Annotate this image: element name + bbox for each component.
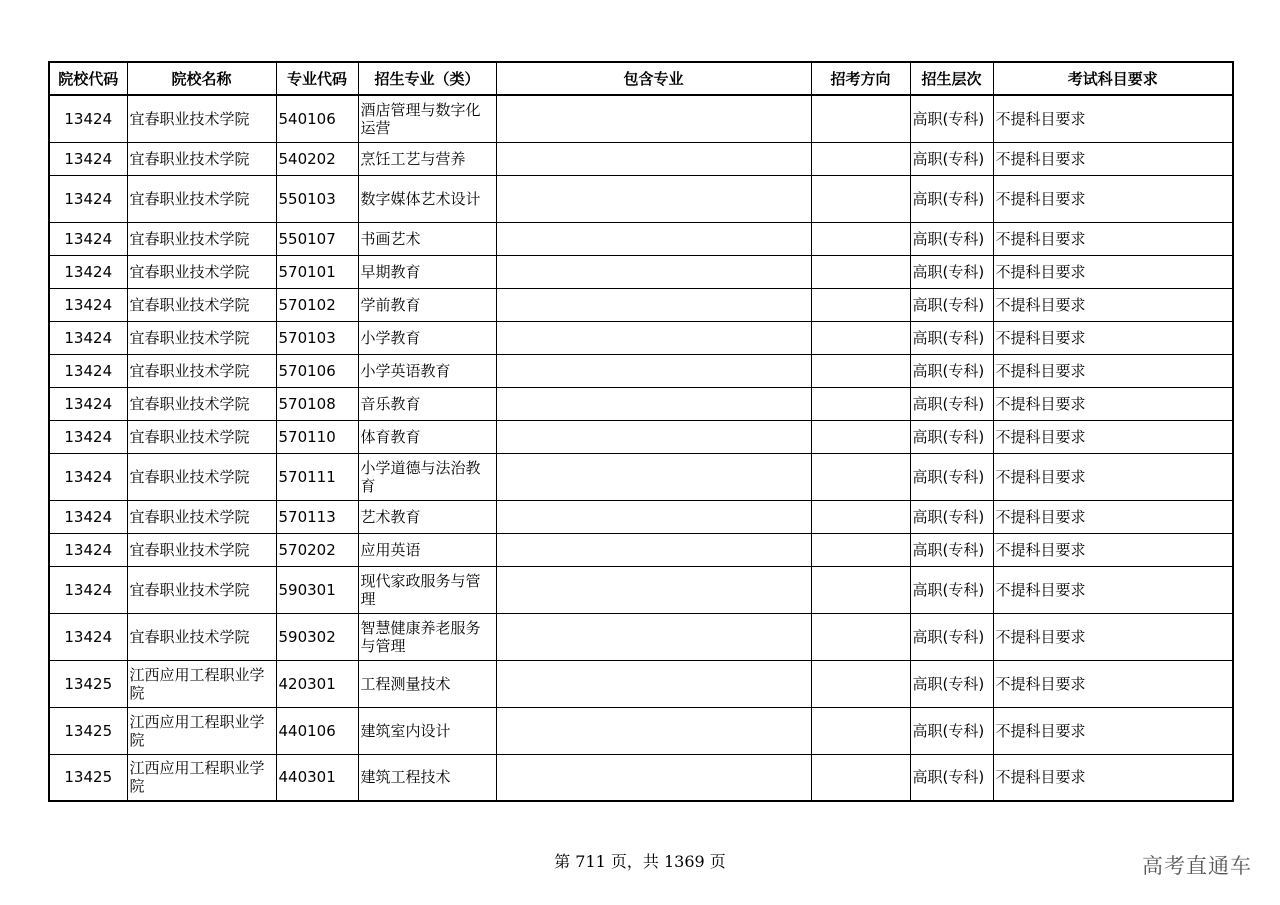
direction-cell xyxy=(811,321,910,354)
header-level: 招生层次 xyxy=(910,62,993,95)
requirement-cell: 不提科目要求 xyxy=(993,255,1233,288)
level-cell: 高职(专科) xyxy=(910,255,993,288)
included-cell xyxy=(496,354,811,387)
school-code-cell: 13425 xyxy=(49,707,127,754)
watermark: 高考直通车 xyxy=(1142,854,1252,878)
school-code-cell: 13424 xyxy=(49,420,127,453)
table-row xyxy=(49,222,1233,255)
table-row xyxy=(49,420,1233,453)
level-cell: 高职(专科) xyxy=(910,533,993,566)
school-name-cell: 宜春职业技术学院 xyxy=(127,142,276,175)
school-code-cell: 13424 xyxy=(49,95,127,142)
included-cell xyxy=(496,533,811,566)
school-code-cell: 13424 xyxy=(49,175,127,222)
included-cell xyxy=(496,754,811,801)
school-name-cell: 宜春职业技术学院 xyxy=(127,420,276,453)
major-cell: 现代家政服务与管理 xyxy=(358,566,496,613)
major-cell: 工程测量技术 xyxy=(358,660,496,707)
direction-cell xyxy=(811,255,910,288)
requirement-cell: 不提科目要求 xyxy=(993,500,1233,533)
school-name-cell: 宜春职业技术学院 xyxy=(127,387,276,420)
requirement-cell: 不提科目要求 xyxy=(993,453,1233,500)
requirement-cell: 不提科目要求 xyxy=(993,142,1233,175)
direction-cell xyxy=(811,707,910,754)
level-cell: 高职(专科) xyxy=(910,453,993,500)
direction-cell xyxy=(811,354,910,387)
major-cell: 烹饪工艺与营养 xyxy=(358,142,496,175)
school-code-cell: 13424 xyxy=(49,142,127,175)
included-cell xyxy=(496,288,811,321)
major-cell: 智慧健康养老服务与管理 xyxy=(358,613,496,660)
requirement-cell: 不提科目要求 xyxy=(993,95,1233,142)
table-row xyxy=(49,754,1233,801)
requirement-cell: 不提科目要求 xyxy=(993,321,1233,354)
header-requirement: 考试科目要求 xyxy=(993,62,1233,95)
direction-cell xyxy=(811,754,910,801)
header-major-code: 专业代码 xyxy=(276,62,358,95)
included-cell xyxy=(496,321,811,354)
requirement-cell: 不提科目要求 xyxy=(993,420,1233,453)
major-cell: 小学道德与法治教育 xyxy=(358,453,496,500)
school-name-cell: 江西应用工程职业学院 xyxy=(127,754,276,801)
included-cell xyxy=(496,707,811,754)
direction-cell xyxy=(811,288,910,321)
level-cell: 高职(专科) xyxy=(910,288,993,321)
school-code-cell: 13424 xyxy=(49,613,127,660)
level-cell: 高职(专科) xyxy=(910,754,993,801)
major-cell: 建筑工程技术 xyxy=(358,754,496,801)
major-code-cell: 540106 xyxy=(276,95,358,142)
level-cell: 高职(专科) xyxy=(910,707,993,754)
major-code-cell: 570101 xyxy=(276,255,358,288)
requirement-cell: 不提科目要求 xyxy=(993,222,1233,255)
table-row xyxy=(49,533,1233,566)
included-cell xyxy=(496,387,811,420)
requirement-cell: 不提科目要求 xyxy=(993,707,1233,754)
major-code-cell: 570103 xyxy=(276,321,358,354)
table-row xyxy=(49,175,1233,222)
direction-cell xyxy=(811,95,910,142)
major-cell: 体育教育 xyxy=(358,420,496,453)
direction-cell xyxy=(811,142,910,175)
school-code-cell: 13425 xyxy=(49,754,127,801)
major-cell: 小学英语教育 xyxy=(358,354,496,387)
requirement-cell: 不提科目要求 xyxy=(993,660,1233,707)
level-cell: 高职(专科) xyxy=(910,175,993,222)
major-code-cell: 570113 xyxy=(276,500,358,533)
page-number: 第 711 页，共 1369 页 xyxy=(554,852,726,871)
header-included: 包含专业 xyxy=(496,62,811,95)
major-code-cell: 590301 xyxy=(276,566,358,613)
level-cell: 高职(专科) xyxy=(910,222,993,255)
major-cell: 酒店管理与数字化运营 xyxy=(358,95,496,142)
school-code-cell: 13424 xyxy=(49,566,127,613)
requirement-cell: 不提科目要求 xyxy=(993,613,1233,660)
major-cell: 小学教育 xyxy=(358,321,496,354)
included-cell xyxy=(496,142,811,175)
school-code-cell: 13424 xyxy=(49,453,127,500)
major-code-cell: 590302 xyxy=(276,613,358,660)
included-cell xyxy=(496,255,811,288)
school-name-cell: 宜春职业技术学院 xyxy=(127,613,276,660)
major-code-cell: 550103 xyxy=(276,175,358,222)
school-name-cell: 宜春职业技术学院 xyxy=(127,222,276,255)
table-row xyxy=(49,566,1233,613)
major-cell: 应用英语 xyxy=(358,533,496,566)
school-name-cell: 宜春职业技术学院 xyxy=(127,95,276,142)
level-cell: 高职(专科) xyxy=(910,354,993,387)
direction-cell xyxy=(811,660,910,707)
included-cell xyxy=(496,175,811,222)
major-code-cell: 420301 xyxy=(276,660,358,707)
major-code-cell: 550107 xyxy=(276,222,358,255)
school-name-cell: 宜春职业技术学院 xyxy=(127,500,276,533)
school-name-cell: 宜春职业技术学院 xyxy=(127,255,276,288)
table-row xyxy=(49,707,1233,754)
included-cell xyxy=(496,566,811,613)
major-cell: 早期教育 xyxy=(358,255,496,288)
level-cell: 高职(专科) xyxy=(910,387,993,420)
requirement-cell: 不提科目要求 xyxy=(993,533,1233,566)
major-code-cell: 570108 xyxy=(276,387,358,420)
major-code-cell: 570102 xyxy=(276,288,358,321)
major-code-cell: 570202 xyxy=(276,533,358,566)
included-cell xyxy=(496,453,811,500)
school-name-cell: 江西应用工程职业学院 xyxy=(127,660,276,707)
school-name-cell: 宜春职业技术学院 xyxy=(127,354,276,387)
school-name-cell: 宜春职业技术学院 xyxy=(127,566,276,613)
major-code-cell: 570111 xyxy=(276,453,358,500)
table-row xyxy=(49,354,1233,387)
level-cell: 高职(专科) xyxy=(910,566,993,613)
table-row xyxy=(49,453,1233,500)
table-row xyxy=(49,660,1233,707)
requirement-cell: 不提科目要求 xyxy=(993,754,1233,801)
header-school-name: 院校名称 xyxy=(127,62,276,95)
direction-cell xyxy=(811,453,910,500)
school-code-cell: 13424 xyxy=(49,222,127,255)
level-cell: 高职(专科) xyxy=(910,660,993,707)
major-code-cell: 570106 xyxy=(276,354,358,387)
major-code-cell: 440301 xyxy=(276,754,358,801)
school-code-cell: 13424 xyxy=(49,533,127,566)
school-name-cell: 宜春职业技术学院 xyxy=(127,321,276,354)
table-row xyxy=(49,500,1233,533)
requirement-cell: 不提科目要求 xyxy=(993,387,1233,420)
level-cell: 高职(专科) xyxy=(910,420,993,453)
school-code-cell: 13424 xyxy=(49,255,127,288)
included-cell xyxy=(496,613,811,660)
requirement-cell: 不提科目要求 xyxy=(993,354,1233,387)
table-row xyxy=(49,288,1233,321)
school-name-cell: 宜春职业技术学院 xyxy=(127,175,276,222)
header-direction: 招考方向 xyxy=(811,62,910,95)
direction-cell xyxy=(811,500,910,533)
major-cell: 艺术教育 xyxy=(358,500,496,533)
direction-cell xyxy=(811,566,910,613)
school-code-cell: 13424 xyxy=(49,500,127,533)
header-major: 招生专业（类） xyxy=(358,62,496,95)
major-code-cell: 440106 xyxy=(276,707,358,754)
table-row xyxy=(49,95,1233,142)
requirement-cell: 不提科目要求 xyxy=(993,566,1233,613)
table-row xyxy=(49,613,1233,660)
table-row xyxy=(49,387,1233,420)
level-cell: 高职(专科) xyxy=(910,500,993,533)
direction-cell xyxy=(811,222,910,255)
major-code-cell: 540202 xyxy=(276,142,358,175)
included-cell xyxy=(496,95,811,142)
direction-cell xyxy=(811,420,910,453)
header-school-code: 院校代码 xyxy=(49,62,127,95)
table-row xyxy=(49,321,1233,354)
admission-table xyxy=(48,61,1234,802)
school-code-cell: 13425 xyxy=(49,660,127,707)
school-name-cell: 宜春职业技术学院 xyxy=(127,288,276,321)
school-code-cell: 13424 xyxy=(49,354,127,387)
school-name-cell: 江西应用工程职业学院 xyxy=(127,707,276,754)
major-cell: 数字媒体艺术设计 xyxy=(358,175,496,222)
major-cell: 建筑室内设计 xyxy=(358,707,496,754)
major-code-cell: 570110 xyxy=(276,420,358,453)
included-cell xyxy=(496,420,811,453)
direction-cell xyxy=(811,175,910,222)
major-cell: 学前教育 xyxy=(358,288,496,321)
school-name-cell: 宜春职业技术学院 xyxy=(127,453,276,500)
major-cell: 音乐教育 xyxy=(358,387,496,420)
level-cell: 高职(专科) xyxy=(910,321,993,354)
level-cell: 高职(专科) xyxy=(910,95,993,142)
direction-cell xyxy=(811,533,910,566)
table-row xyxy=(49,255,1233,288)
requirement-cell: 不提科目要求 xyxy=(993,175,1233,222)
school-name-cell: 宜春职业技术学院 xyxy=(127,533,276,566)
school-code-cell: 13424 xyxy=(49,321,127,354)
header-row xyxy=(49,62,1233,95)
level-cell: 高职(专科) xyxy=(910,613,993,660)
direction-cell xyxy=(811,387,910,420)
school-code-cell: 13424 xyxy=(49,288,127,321)
table-row xyxy=(49,142,1233,175)
level-cell: 高职(专科) xyxy=(910,142,993,175)
included-cell xyxy=(496,222,811,255)
requirement-cell: 不提科目要求 xyxy=(993,288,1233,321)
direction-cell xyxy=(811,613,910,660)
major-cell: 书画艺术 xyxy=(358,222,496,255)
included-cell xyxy=(496,500,811,533)
school-code-cell: 13424 xyxy=(49,387,127,420)
included-cell xyxy=(496,660,811,707)
